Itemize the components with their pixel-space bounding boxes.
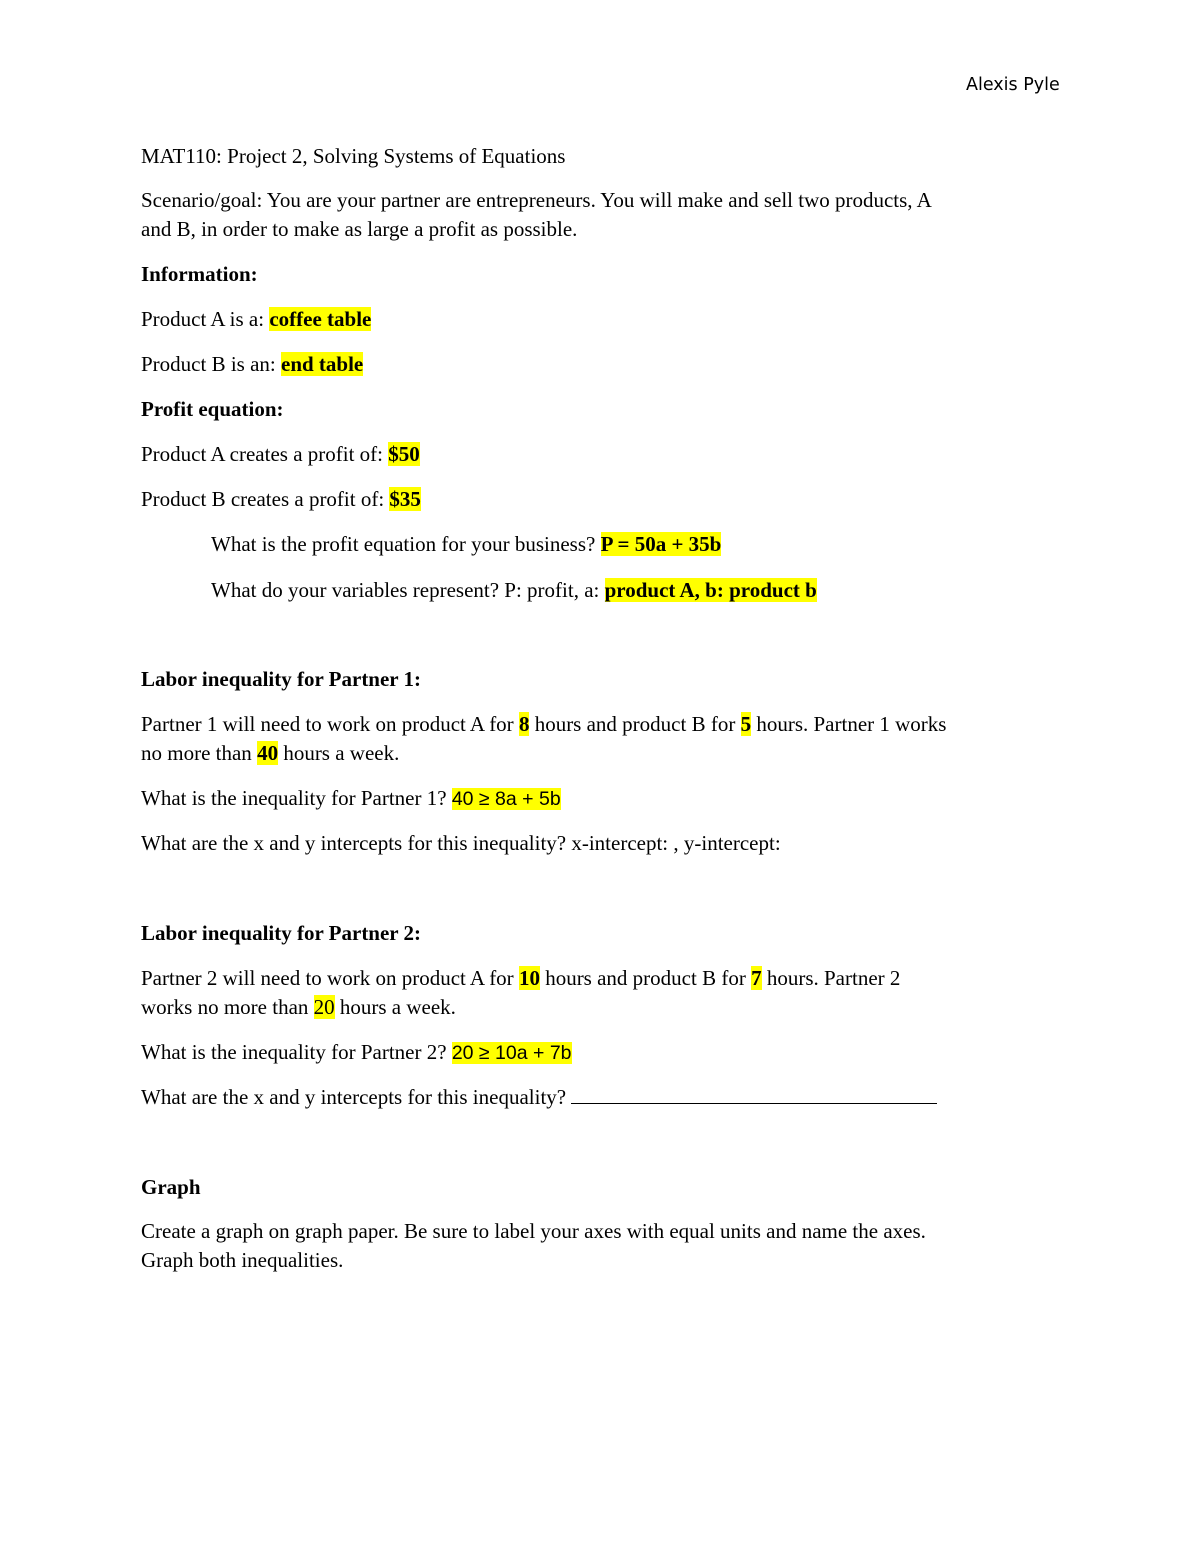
partner2-hours-a: 10	[518, 966, 540, 990]
partner1-text-d: no more than	[141, 741, 258, 765]
product-b-line	[141, 350, 363, 379]
variables-answer: product A, b: product b	[604, 578, 817, 602]
product-b-label: Product B is an:	[141, 352, 281, 376]
profit-a-line	[141, 440, 420, 469]
partner1-intercepts-line: What are the x and y intercepts for this inequality? x-intercept: , y-intercept:	[141, 831, 781, 855]
partner2-intercepts-line	[141, 1083, 937, 1112]
product-a-line	[141, 305, 371, 334]
information-heading: Information:	[141, 262, 258, 286]
partner1-text-a: Partner 1 will need to work on product A for	[141, 712, 519, 736]
product-b-value: end table	[281, 352, 364, 376]
partner1-hours-b: 5	[740, 712, 752, 736]
scenario-line-1: Scenario/goal: You are your partner are entrepreneurs. You will make and sell two products, A	[141, 188, 932, 212]
product-a-label: Product A is a:	[141, 307, 270, 331]
partner2-hours-b: 7	[751, 966, 762, 990]
partner2-heading: Labor inequality for Partner 2:	[141, 921, 421, 945]
partner1-inequality-answer: 40 ≥ 8a + 5b	[451, 788, 561, 810]
page-title: MAT110: Project 2, Solving Systems of Equations	[141, 144, 566, 168]
partner2-text-c: hours. Partner 2	[761, 966, 901, 990]
partner2-inequality-answer: 20 ≥ 10a + 7b	[451, 1042, 572, 1064]
profit-equation-question: What is the profit equation for your business?	[211, 532, 601, 556]
profit-b-label: Product B creates a profit of:	[141, 487, 390, 511]
partner2-text-a: Partner 2 will need to work on product A for	[141, 966, 519, 990]
variables-line	[211, 576, 817, 605]
profit-b-value: $35	[389, 487, 421, 511]
partner1-inequality-line	[141, 784, 561, 814]
graph-instructions-line-1: Create a graph on graph paper. Be sure to label your axes with equal units and name the axes.	[141, 1219, 926, 1243]
partner1-hours-a: 8	[518, 712, 530, 736]
partner1-desc-line-2	[141, 739, 399, 768]
header-author: Alexis Pyle	[966, 75, 1060, 95]
partner2-inequality-line	[141, 1038, 572, 1068]
graph-instructions-line-2: Graph both inequalities.	[141, 1248, 344, 1272]
partner2-max-hours: 20	[313, 995, 335, 1019]
partner2-desc-line-2	[141, 993, 456, 1022]
product-a-value: coffee table	[269, 307, 372, 331]
graph-heading: Graph	[141, 1175, 201, 1199]
partner1-desc-line-1	[141, 710, 946, 739]
profit-a-value: $50	[388, 442, 420, 466]
partner1-inequality-question: What is the inequality for Partner 1?	[141, 786, 452, 810]
partner1-max-hours: 40	[257, 741, 279, 765]
partner2-text-e: hours a week.	[334, 995, 456, 1019]
partner1-text-e: hours a week.	[278, 741, 400, 765]
profit-a-label: Product A creates a profit of:	[141, 442, 389, 466]
scenario-line-2: and B, in order to make as large a profit as possible.	[141, 217, 578, 241]
partner2-text-d: works no more than	[141, 995, 314, 1019]
profit-equation-line	[211, 530, 721, 559]
variables-question: What do your variables represent? P: profit, a:	[211, 578, 605, 602]
partner1-text-c: hours. Partner 1 works	[751, 712, 947, 736]
profit-heading: Profit equation:	[141, 397, 284, 421]
partner1-text-b: hours and product B for	[529, 712, 741, 736]
profit-equation-answer: P = 50a + 35b	[600, 532, 722, 556]
partner2-text-b: hours and product B for	[539, 966, 752, 990]
answer-blank-line[interactable]	[571, 1083, 937, 1104]
profit-b-line	[141, 485, 421, 514]
partner2-desc-line-1	[141, 964, 900, 993]
partner1-heading: Labor inequality for Partner 1:	[141, 667, 421, 691]
partner2-inequality-question: What is the inequality for Partner 2?	[141, 1040, 452, 1064]
partner2-intercepts-question: What are the x and y intercepts for this inequality?	[141, 1085, 572, 1109]
